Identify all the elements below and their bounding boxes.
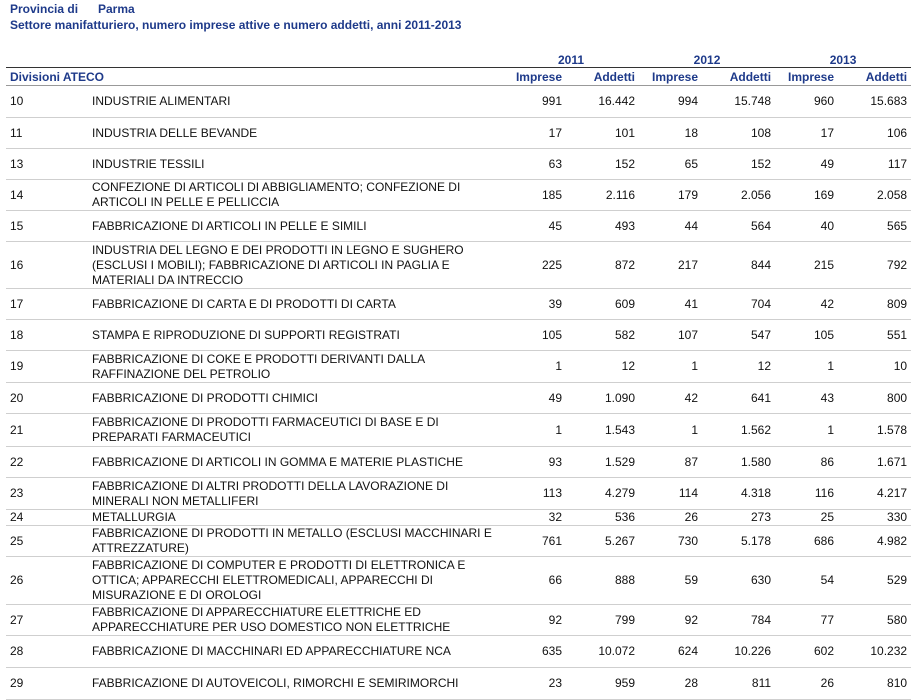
imprese-2012: 92	[639, 605, 702, 636]
division-code: 13	[6, 149, 92, 180]
imprese-2011: 185	[503, 180, 566, 211]
imprese-2013: 42	[775, 289, 838, 320]
addetti-2013: 10.232	[838, 636, 911, 668]
imprese-header: Imprese	[639, 68, 702, 86]
imprese-2013: 116	[775, 478, 838, 510]
year-2013: 2013	[775, 53, 911, 68]
year-2011: 2011	[503, 53, 639, 68]
division-code: 25	[6, 526, 92, 557]
division-code: 18	[6, 320, 92, 351]
imprese-2012: 1	[639, 414, 702, 447]
division-code: 26	[6, 557, 92, 605]
addetti-2011: 959	[566, 668, 639, 700]
imprese-2012: 994	[639, 86, 702, 118]
addetti-2013: 117	[838, 149, 911, 180]
addetti-2012: 5.178	[702, 526, 775, 557]
addetti-2013: 2.058	[838, 180, 911, 211]
addetti-2012: 630	[702, 557, 775, 605]
imprese-2013: 77	[775, 605, 838, 636]
imprese-2011: 1	[503, 351, 566, 383]
addetti-2012: 12	[702, 351, 775, 383]
table-row	[6, 118, 911, 149]
addetti-2012: 784	[702, 605, 775, 636]
addetti-2012: 108	[702, 118, 775, 149]
imprese-2013: 40	[775, 211, 838, 242]
division-description: FABBRICAZIONE DI PRODOTTI CHIMICI	[92, 383, 503, 414]
imprese-2011: 1	[503, 414, 566, 447]
division-code: 15	[6, 211, 92, 242]
division-description: FABBRICAZIONE DI CARTA E DI PRODOTTI DI CARTA	[92, 289, 503, 320]
division-description: FABBRICAZIONE DI PRODOTTI IN METALLO (ESCLUSI MACCHINARI E ATTREZZATURE)	[92, 526, 503, 557]
imprese-2011: 49	[503, 383, 566, 414]
addetti-2013: 529	[838, 557, 911, 605]
imprese-2012: 1	[639, 351, 702, 383]
addetti-2012: 811	[702, 668, 775, 700]
division-code: 21	[6, 414, 92, 447]
division-description: FABBRICAZIONE DI COMPUTER E PRODOTTI DI ELETTRONICA E OTTICA; APPARECCHI ELETTROMEDICALI, APPARECCHI DI MISURAZIONE E DI OROLOGI	[92, 557, 503, 605]
addetti-2011: 5.267	[566, 526, 639, 557]
division-description: FABBRICAZIONE DI AUTOVEICOLI, RIMORCHI E SEMIRIMORCHI	[92, 668, 503, 700]
division-code: 10	[6, 86, 92, 118]
division-description: CONFEZIONE DI ARTICOLI DI ABBIGLIAMENTO; CONFEZIONE DI ARTICOLI IN PELLE E PELLICCIA	[92, 180, 503, 211]
addetti-2013: 809	[838, 289, 911, 320]
province-label: Provincia di	[10, 2, 79, 16]
table-row	[6, 668, 911, 700]
imprese-2011: 32	[503, 510, 566, 526]
imprese-2011: 761	[503, 526, 566, 557]
addetti-2011: 609	[566, 289, 639, 320]
table-row	[6, 510, 911, 526]
addetti-2013: 800	[838, 383, 911, 414]
addetti-2012: 641	[702, 383, 775, 414]
addetti-2012: 704	[702, 289, 775, 320]
division-code: 24	[6, 510, 92, 526]
imprese-2012: 730	[639, 526, 702, 557]
table-row	[6, 351, 911, 383]
table-row	[6, 149, 911, 180]
addetti-2013: 551	[838, 320, 911, 351]
table-row	[6, 211, 911, 242]
division-description: INDUSTRIE TESSILI	[92, 149, 503, 180]
imprese-2013: 49	[775, 149, 838, 180]
division-description: FABBRICAZIONE DI ARTICOLI IN PELLE E SIMILI	[92, 211, 503, 242]
addetti-2011: 1.090	[566, 383, 639, 414]
imprese-2011: 93	[503, 447, 566, 478]
imprese-2012: 179	[639, 180, 702, 211]
ateco-table	[6, 53, 911, 700]
division-description: FABBRICAZIONE DI COKE E PRODOTTI DERIVANTI DALLA RAFFINAZIONE DEL PETROLIO	[92, 351, 503, 383]
division-code: 23	[6, 478, 92, 510]
addetti-header: Addetti	[838, 68, 911, 86]
imprese-2012: 217	[639, 242, 702, 289]
division-code: 28	[6, 636, 92, 668]
addetti-header: Addetti	[566, 68, 639, 86]
table-row	[6, 180, 911, 211]
imprese-2012: 28	[639, 668, 702, 700]
addetti-2013: 565	[838, 211, 911, 242]
imprese-2011: 225	[503, 242, 566, 289]
addetti-2012: 844	[702, 242, 775, 289]
imprese-2013: 86	[775, 447, 838, 478]
imprese-2012: 42	[639, 383, 702, 414]
addetti-2012: 273	[702, 510, 775, 526]
imprese-2012: 65	[639, 149, 702, 180]
division-code: 20	[6, 383, 92, 414]
addetti-2011: 2.116	[566, 180, 639, 211]
addetti-2013: 4.217	[838, 478, 911, 510]
addetti-2012: 152	[702, 149, 775, 180]
addetti-2011: 536	[566, 510, 639, 526]
imprese-2013: 105	[775, 320, 838, 351]
imprese-2012: 18	[639, 118, 702, 149]
table-row	[6, 526, 911, 557]
addetti-2012: 15.748	[702, 86, 775, 118]
addetti-2012: 2.056	[702, 180, 775, 211]
province-heading	[10, 2, 135, 16]
division-description: FABBRICAZIONE DI ARTICOLI IN GOMMA E MATERIE PLASTICHE	[92, 447, 503, 478]
addetti-2013: 106	[838, 118, 911, 149]
imprese-2012: 44	[639, 211, 702, 242]
division-description: INDUSTRIA DEL LEGNO E DEI PRODOTTI IN LEGNO E SUGHERO (ESCLUSI I MOBILI); FABBRICAZIONE DI ARTICOLI IN PAGLIA E MATERIALI DA INTRECCIO	[92, 242, 503, 289]
division-code: 11	[6, 118, 92, 149]
addetti-2012: 4.318	[702, 478, 775, 510]
addetti-2012: 1.580	[702, 447, 775, 478]
division-code: 14	[6, 180, 92, 211]
addetti-2012: 564	[702, 211, 775, 242]
imprese-2012: 87	[639, 447, 702, 478]
addetti-2011: 4.279	[566, 478, 639, 510]
addetti-2011: 888	[566, 557, 639, 605]
imprese-2011: 23	[503, 668, 566, 700]
addetti-2012: 10.226	[702, 636, 775, 668]
division-description: METALLURGIA	[92, 510, 503, 526]
addetti-2011: 152	[566, 149, 639, 180]
addetti-2013: 1.578	[838, 414, 911, 447]
table-row	[6, 289, 911, 320]
division-description: STAMPA E RIPRODUZIONE DI SUPPORTI REGISTRATI	[92, 320, 503, 351]
year-header-row	[6, 53, 911, 68]
imprese-2012: 107	[639, 320, 702, 351]
division-code: 16	[6, 242, 92, 289]
table-row	[6, 414, 911, 447]
imprese-2013: 686	[775, 526, 838, 557]
addetti-2013: 330	[838, 510, 911, 526]
addetti-2011: 10.072	[566, 636, 639, 668]
addetti-2011: 493	[566, 211, 639, 242]
imprese-2011: 63	[503, 149, 566, 180]
imprese-2013: 1	[775, 414, 838, 447]
addetti-2013: 580	[838, 605, 911, 636]
addetti-2013: 4.982	[838, 526, 911, 557]
addetti-2011: 872	[566, 242, 639, 289]
table-row	[6, 320, 911, 351]
division-code: 19	[6, 351, 92, 383]
addetti-2013: 1.671	[838, 447, 911, 478]
imprese-2011: 66	[503, 557, 566, 605]
imprese-2011: 39	[503, 289, 566, 320]
table-row	[6, 478, 911, 510]
addetti-2011: 1.543	[566, 414, 639, 447]
division-code: 29	[6, 668, 92, 700]
page-subtitle: Settore manifatturiero, numero imprese attive e numero addetti, anni 2011-2013	[10, 18, 462, 32]
division-description: INDUSTRIA DELLE BEVANDE	[92, 118, 503, 149]
division-code: 17	[6, 289, 92, 320]
addetti-header: Addetti	[702, 68, 775, 86]
table-row	[6, 86, 911, 118]
imprese-2011: 45	[503, 211, 566, 242]
division-description: FABBRICAZIONE DI MACCHINARI ED APPARECCHIATURE NCA	[92, 636, 503, 668]
imprese-header: Imprese	[775, 68, 838, 86]
division-description: FABBRICAZIONE DI PRODOTTI FARMACEUTICI DI BASE E DI PREPARATI FARMACEUTICI	[92, 414, 503, 447]
imprese-2012: 114	[639, 478, 702, 510]
table-row	[6, 447, 911, 478]
imprese-2012: 41	[639, 289, 702, 320]
division-description: FABBRICAZIONE DI APPARECCHIATURE ELETTRICHE ED APPARECCHIATURE PER USO DOMESTICO NON ELETTRICHE	[92, 605, 503, 636]
imprese-2013: 17	[775, 118, 838, 149]
division-description: FABBRICAZIONE DI ALTRI PRODOTTI DELLA LAVORAZIONE DI MINERALI NON METALLIFERI	[92, 478, 503, 510]
division-description: INDUSTRIE ALIMENTARI	[92, 86, 503, 118]
imprese-2011: 92	[503, 605, 566, 636]
addetti-2013: 15.683	[838, 86, 911, 118]
imprese-2013: 25	[775, 510, 838, 526]
addetti-2011: 12	[566, 351, 639, 383]
imprese-2013: 43	[775, 383, 838, 414]
addetti-2011: 799	[566, 605, 639, 636]
imprese-header: Imprese	[503, 68, 566, 86]
imprese-2011: 105	[503, 320, 566, 351]
imprese-2013: 215	[775, 242, 838, 289]
imprese-2013: 960	[775, 86, 838, 118]
imprese-2011: 991	[503, 86, 566, 118]
imprese-2013: 54	[775, 557, 838, 605]
addetti-2011: 16.442	[566, 86, 639, 118]
table-row	[6, 636, 911, 668]
division-code: 22	[6, 447, 92, 478]
table-row	[6, 242, 911, 289]
imprese-2011: 17	[503, 118, 566, 149]
table-row	[6, 383, 911, 414]
imprese-2011: 113	[503, 478, 566, 510]
divisioni-ateco-header: Divisioni ATECO	[6, 68, 503, 86]
addetti-2013: 810	[838, 668, 911, 700]
division-code: 27	[6, 605, 92, 636]
addetti-2012: 1.562	[702, 414, 775, 447]
province-name: Parma	[98, 2, 135, 16]
addetti-2011: 101	[566, 118, 639, 149]
imprese-2012: 26	[639, 510, 702, 526]
imprese-2013: 1	[775, 351, 838, 383]
imprese-2013: 602	[775, 636, 838, 668]
addetti-2011: 582	[566, 320, 639, 351]
table-row	[6, 605, 911, 636]
addetti-2012: 547	[702, 320, 775, 351]
imprese-2013: 26	[775, 668, 838, 700]
imprese-2012: 624	[639, 636, 702, 668]
addetti-2011: 1.529	[566, 447, 639, 478]
addetti-2013: 10	[838, 351, 911, 383]
column-header-row	[6, 68, 911, 86]
table-row	[6, 557, 911, 605]
addetti-2013: 792	[838, 242, 911, 289]
year-2012: 2012	[639, 53, 775, 68]
imprese-2012: 59	[639, 557, 702, 605]
imprese-2011: 635	[503, 636, 566, 668]
imprese-2013: 169	[775, 180, 838, 211]
